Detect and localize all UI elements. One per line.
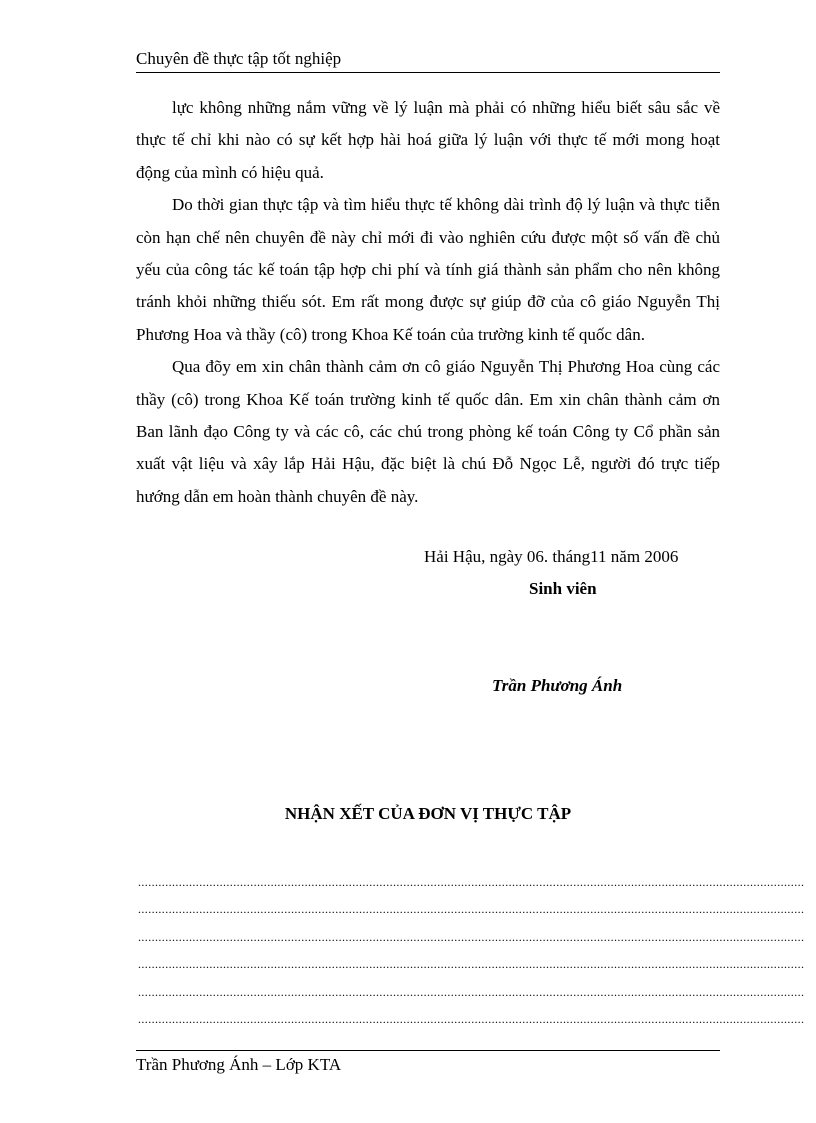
body-paragraph: Do thời gian thực tập và tìm hiểu thực tế không dài trình độ lý luận và thực tiễn còn hạn chế nên chuyên đề này chỉ mới đi vào nghiên cứu được một số vấn đề chủ yếu của công tác kế toán tập hợp chi phí và tính giá thành sản phẩm cho nên không tránh khỏi những thiếu sót. Em rất mong được sự giúp đỡ của cô giáo Nguyễn Thị Phương Hoa và thầy (cô) trong Khoa Kế toán của trường kinh tế quốc dân. — [136, 195, 720, 344]
evaluation-heading: NHẬN XẾT CỦA ĐƠN VỊ THỰC TẬP — [284, 804, 572, 823]
dotted-line: .................................................................................................................................................................................................... — [138, 957, 805, 972]
dotted-line: .................................................................................................................................................................................................... — [138, 902, 805, 917]
page-header — [136, 48, 720, 73]
dotted-line: .................................................................................................................................................................................................... — [138, 929, 805, 944]
header-title: Chuyên đề thực tập tốt nghiệp — [136, 49, 342, 68]
page-footer: Trần Phương Ánh – Lớp KTA — [136, 1055, 342, 1074]
signer-title: Sinh viên — [529, 579, 597, 598]
dotted-line: .................................................................................................................................................................................................... — [138, 1011, 805, 1026]
date-line: Hải Hậu, ngày 06. tháng11 năm 2006 — [424, 547, 679, 566]
footer-divider — [136, 1050, 720, 1051]
body-text — [136, 92, 720, 513]
body-paragraph: Qua đõy em xin chân thành cảm ơn cô giáo Nguyễn Thị Phương Hoa cùng các thầy (cô) trong Khoa Kế toán trường kinh tế quốc dân. Em xin chân thành cảm ơn Ban lãnh đạo Công ty và các cô, các chú trong phòng kế toán Công ty Cổ phần sản xuất vật liệu và xây lắp Hải Hậu, đặc biệt là chú Đỗ Ngọc Lễ, người đó trực tiếp hướng dẫn em hoàn thành chuyên đề này. — [136, 357, 720, 506]
dotted-line: .................................................................................................................................................................................................... — [138, 984, 805, 999]
dotted-line: .................................................................................................................................................................................................... — [138, 875, 805, 889]
evaluation-lines — [138, 872, 805, 1036]
body-paragraph: lực không những nắm vững về lý luận mà phải có những hiểu biết sâu sắc về thực tế chỉ khi nào có sự kết hợp hài hoá giữa lý luận với thực tế mới mong hoạt động của mình có hiệu quả. — [136, 98, 720, 182]
signer-name: Trần Phương Ánh — [492, 676, 623, 695]
